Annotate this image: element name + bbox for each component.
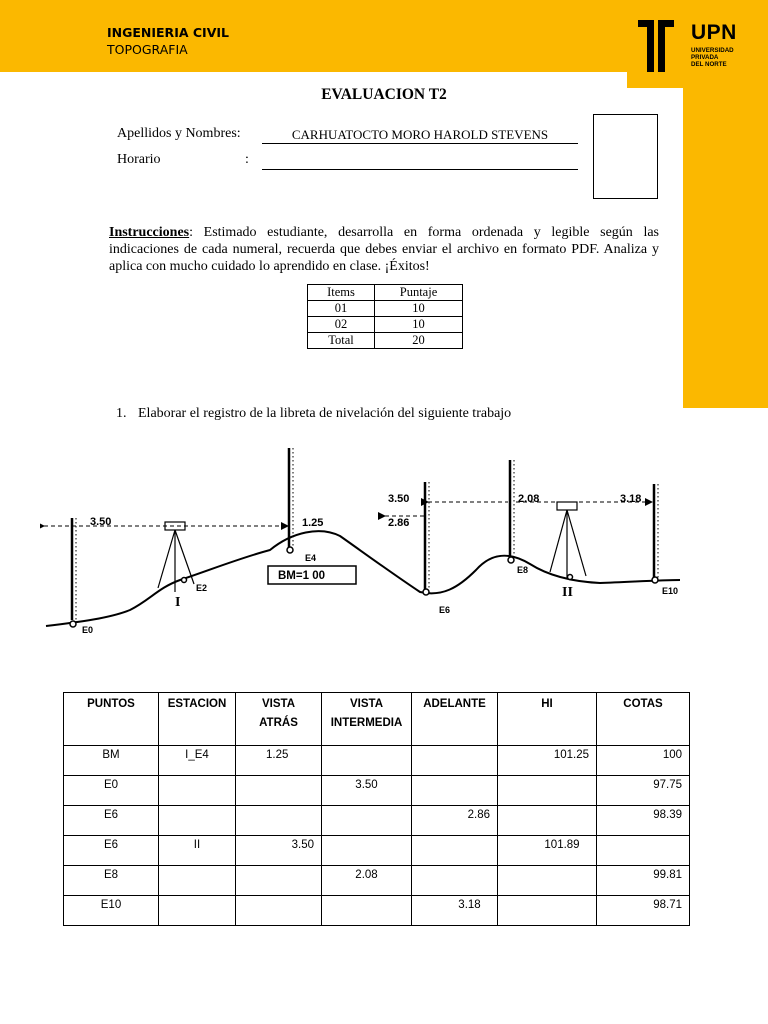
cell-foresight: [412, 836, 498, 866]
log-row: [64, 806, 690, 836]
score-item: Total: [308, 333, 375, 349]
cell-elevation: 99.81: [597, 866, 690, 896]
log-row: [64, 836, 690, 866]
cell-point: E6: [64, 836, 159, 866]
col-header-elevation: COTAS: [597, 693, 690, 746]
cell-point: BM: [64, 746, 159, 776]
cell-hi: [498, 866, 597, 896]
cell-point: E0: [64, 776, 159, 806]
schedule-field[interactable]: [262, 152, 578, 170]
reading-e6: 2.86: [388, 517, 410, 529]
station-1-label: I: [175, 595, 181, 610]
point-e10: E10: [662, 586, 679, 596]
cell-station: [159, 866, 236, 896]
cell-elevation: 98.71: [597, 896, 690, 926]
score-item: 02: [308, 317, 375, 333]
cell-elevation: 100: [597, 746, 690, 776]
header-text: [107, 24, 229, 58]
cell-point: E8: [64, 866, 159, 896]
cell-station: [159, 776, 236, 806]
name-field[interactable]: CARHUATOCTO MORO HAROLD STEVENS: [262, 126, 578, 144]
log-row: [64, 896, 690, 926]
cell-intermediate: [322, 806, 412, 836]
instructions-heading: Instrucciones: [109, 225, 190, 240]
logo-wordmark: [691, 22, 737, 69]
col-header-station: ESTACION: [159, 693, 236, 746]
cell-point: E10: [64, 896, 159, 926]
reading-back-ii: 3.50: [388, 493, 410, 505]
name-label: Apellidos y Nombres:: [117, 126, 241, 141]
course-label: TOPOGRAFIA: [107, 42, 188, 57]
logo-name: UPN: [691, 21, 737, 44]
schedule-label: Horario: [117, 152, 161, 167]
point-e0: E0: [82, 625, 94, 635]
logo-line-1: UNIVERSIDAD: [691, 47, 734, 54]
cell-intermediate: [322, 836, 412, 866]
score-table: [307, 284, 463, 349]
cell-backsight: [236, 776, 322, 806]
question-number: 1.: [116, 406, 127, 421]
log-row: [64, 776, 690, 806]
logo-line-3: DEL NORTE: [691, 61, 727, 69]
point-e2: E2: [196, 583, 208, 593]
cell-foresight: 3.18: [412, 896, 498, 926]
cell-backsight: 3.50: [236, 836, 322, 866]
col-header-backsight: VISTA ATRÁS: [236, 693, 322, 746]
col-header-intermediate: VISTA INTERMEDIA: [322, 693, 412, 746]
cell-intermediate: 3.50: [322, 776, 412, 806]
header-banner: [0, 0, 683, 72]
bm-label: BM=1 00: [278, 570, 325, 582]
cell-foresight: [412, 866, 498, 896]
log-row: [64, 746, 690, 776]
photo-box: [593, 114, 658, 199]
score-header-row: [308, 285, 463, 301]
cell-foresight: [412, 776, 498, 806]
cell-intermediate: 2.08: [322, 866, 412, 896]
point-e6: E6: [439, 605, 451, 615]
cell-station: I_E4: [159, 746, 236, 776]
col-header-foresight: ADELANTE: [412, 693, 498, 746]
cell-hi: 101.89: [498, 836, 597, 866]
log-header-row: [64, 693, 690, 746]
cell-backsight: [236, 866, 322, 896]
terrain-line: [46, 531, 680, 626]
cell-elevation: 97.75: [597, 776, 690, 806]
score-row: [308, 333, 463, 349]
station-2-label: II: [562, 585, 573, 600]
instructions-paragraph: [109, 224, 659, 275]
score-points: 20: [375, 333, 463, 349]
cell-elevation: [597, 836, 690, 866]
reading-e4: 1.25: [302, 517, 324, 529]
cell-foresight: 2.86: [412, 806, 498, 836]
point-e8: E8: [517, 565, 529, 575]
reading-e8: 2.08: [518, 493, 540, 505]
col-header-points: PUNTOS: [64, 693, 159, 746]
score-points: 10: [375, 317, 463, 333]
cell-station: [159, 806, 236, 836]
leveling-log-table: [63, 692, 690, 926]
score-row: [308, 301, 463, 317]
cell-foresight: [412, 746, 498, 776]
col-header-hi: HI: [498, 693, 597, 746]
cell-backsight: [236, 896, 322, 926]
cell-hi: 101.25: [498, 746, 597, 776]
cell-elevation: 98.39: [597, 806, 690, 836]
cell-station: II: [159, 836, 236, 866]
cell-hi: [498, 896, 597, 926]
cell-backsight: [236, 806, 322, 836]
score-points: 10: [375, 301, 463, 317]
cell-hi: [498, 776, 597, 806]
point-e4: E4: [305, 553, 317, 563]
cell-hi: [498, 806, 597, 836]
reading-e0: 3.50: [90, 516, 112, 528]
leveling-diagram: [40, 440, 680, 655]
cell-station: [159, 896, 236, 926]
cell-intermediate: [322, 746, 412, 776]
score-header-points: Puntaje: [375, 285, 463, 301]
faculty-label: INGENIERIA CIVIL: [107, 25, 229, 40]
question-text: Elaborar el registro de la libreta de nivelación del siguiente trabajo: [138, 406, 512, 421]
logo-line-2: PRIVADA: [691, 54, 719, 62]
reading-e10: 3.18: [620, 493, 642, 505]
score-header-items: Items: [308, 285, 375, 301]
log-row: [64, 866, 690, 896]
score-item: 01: [308, 301, 375, 317]
instructions-text: : Estimado estudiante, desarrolla en forma ordenada y legible según las indicaciones de cada numeral, recuerda que debes enviar el archivo en formato PDF. Analiza y aplica con mucho cuidado lo aprendido en clase. ¡Éxitos!: [109, 225, 659, 274]
question-1: [116, 406, 511, 422]
cell-point: E6: [64, 806, 159, 836]
page-title: EVALUACION T2: [321, 86, 447, 103]
cell-intermediate: [322, 896, 412, 926]
cell-backsight: 1.25: [236, 746, 322, 776]
score-row: [308, 317, 463, 333]
schedule-colon: :: [245, 152, 249, 167]
